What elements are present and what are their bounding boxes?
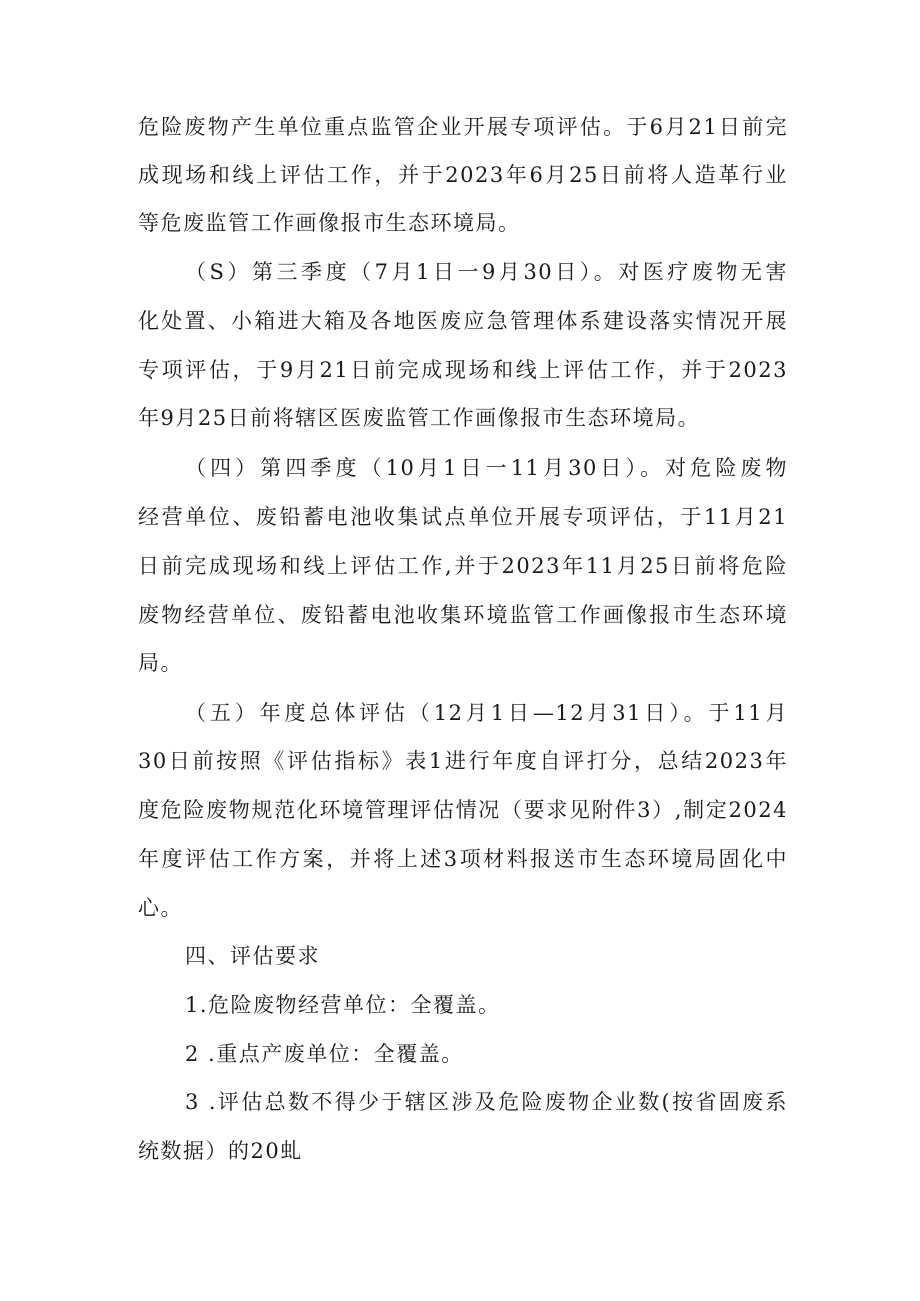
- section-5-heading-line: （五）年度总体评估（12月1日—12月31日）。于11月: [185, 701, 788, 725]
- paragraph-line: 经营单位、废铅蓄电池收集试点单位开展专项评估，于11月21: [138, 505, 788, 529]
- paragraph-line: 年度评估工作方案，并将上述3项材料报送市生态环境局固化中: [138, 847, 788, 871]
- paragraph-line: 30日前按照《评估指标》表1进行年度自评打分，总结2023年: [138, 749, 788, 773]
- paragraph-line: 等危废监管工作画像报市生态环境局。: [138, 211, 521, 235]
- paragraph-line: 专项评估，于9月21日前完成现场和线上评估工作，并于2023: [138, 358, 788, 382]
- paragraph-line: 年9月25日前将辖区医废监管工作画像报市生态环境局。: [138, 406, 701, 430]
- paragraph-line: 日前完成现场和线上评估工作,并于2023年11月25日前将危险: [138, 554, 788, 578]
- requirements-heading: 四、评估要求: [185, 944, 320, 968]
- paragraph-line: 化处置、小箱进大箱及各地医废应急管理体系建设落实情况开展: [138, 309, 788, 333]
- section-3-heading-line: （S）第三季度（7月1日一9月30日）。对医疗废物无害: [185, 260, 788, 284]
- requirement-item-3: 3 .评估总数不得少于辖区涉及危险废物企业数(按省固废系: [185, 1090, 788, 1114]
- paragraph-line: 度危险废物规范化环境管理评估情况（要求见附件3）,制定2024: [138, 798, 788, 822]
- requirement-item-1: 1.危险废物经营单位：全覆盖。: [185, 993, 501, 1017]
- section-4-heading-line: （四）第四季度（10月1日一11月30日）。对危险废物: [185, 456, 788, 480]
- paragraph-line: 废物经营单位、废铅蓄电池收集环境监管工作画像报市生态环境: [138, 603, 788, 627]
- paragraph-line: 局。: [138, 651, 183, 675]
- requirement-item-2: 2 .重点产废单位：全覆盖。: [185, 1042, 464, 1066]
- paragraph-line: 统数据）的20虬: [138, 1139, 303, 1163]
- paragraph-line: 成现场和线上评估工作，并于2023年6月25日前将人造革行业: [138, 163, 788, 187]
- paragraph-line: 危险废物产生单位重点监管企业开展专项评估。于6月21日前完: [138, 115, 788, 139]
- paragraph-line: 心。: [138, 896, 183, 920]
